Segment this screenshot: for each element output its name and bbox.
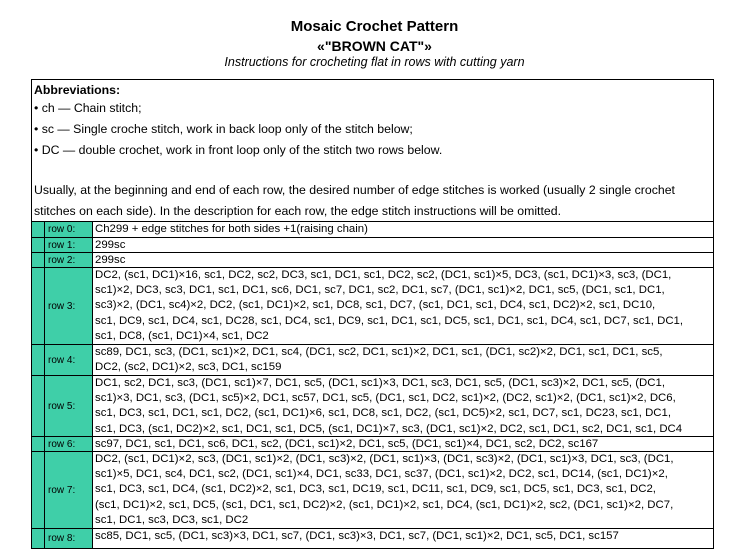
- instruction-line: DC2, (sc2, DC1)×2, sc3, DC1, sc159: [95, 361, 282, 374]
- table-row: [32, 252, 713, 267]
- row-color-tab: [32, 222, 45, 237]
- table-row: [32, 344, 713, 375]
- row-label: row 3:: [45, 268, 93, 344]
- abbreviations-heading: Abbreviations:: [34, 83, 121, 97]
- row-instructions: [94, 253, 713, 268]
- abbreviation-dc: • DC — double crochet, work in front loop only of the stitch two rows below.: [34, 143, 443, 157]
- row-label: row 2:: [45, 253, 93, 267]
- row-label: row 7:: [45, 452, 93, 528]
- pattern-description: Instructions for crocheting flat in rows with cutting yarn: [224, 55, 525, 69]
- row-instructions: [94, 452, 713, 528]
- row-instructions: [94, 437, 713, 452]
- row-color-tab: [32, 452, 45, 528]
- instruction-line: 299sc: [95, 254, 126, 266]
- instruction-line: sc1, DC3, (sc1, DC2)×2, sc1, DC1, sc1, DC5, (sc1, DC1)×7, sc3, (DC1, sc1)×2, DC2, sc1, DC1, sc2, DC1, sc1, DC4: [95, 422, 683, 435]
- instruction-line: sc1)×5, DC1, sc4, DC1, sc2, (DC1, sc1)×4, DC1, sc33, DC1, sc37, (DC1, sc1)×2, DC2, sc1, DC14, (sc1, DC1)×2,: [95, 468, 668, 481]
- edge-stitch-note-line: stitches on each side). In the description for each row, the edge stitch instructions will be omitted.: [34, 203, 561, 218]
- instruction-line: sc1, DC8, (sc1, DC1)×4, sc1, DC2: [95, 329, 269, 342]
- row-instructions: [94, 268, 713, 344]
- row-label: row 8:: [45, 529, 93, 548]
- instruction-line: 299sc: [95, 239, 126, 251]
- abbreviation-sc: • sc — Single croche stitch, work in back loop only of the stitch below;: [34, 122, 413, 136]
- row-color-tab: [32, 268, 45, 344]
- table-row: [32, 528, 713, 548]
- edge-stitch-note: [34, 180, 712, 221]
- instruction-line: sc1, DC1, sc3, DC3, sc1, DC2: [95, 513, 249, 526]
- instruction-line: sc1)×3, DC1, sc3, (DC1, sc5)×2, DC1, sc57, DC1, sc5, (DC1, sc1, DC2, sc1)×2, (DC2, sc1)×2, (DC1, sc1)×2, DC6,: [95, 392, 676, 405]
- row-label: row 4:: [45, 345, 93, 375]
- row-instructions: [94, 345, 713, 375]
- row-instructions: [94, 529, 713, 544]
- instruction-line: DC1, sc2, DC1, sc3, (DC1, sc1)×7, DC1, sc5, (DC1, sc1)×3, DC1, sc3, DC1, sc5, (DC1, sc3)×2, DC1, sc5, (DC1,: [95, 377, 666, 389]
- instruction-line: sc97, DC1, sc1, DC1, sc6, DC1, sc2, (DC1, sc1)×2, DC1, sc5, (DC1, sc1)×4, DC1, sc2, DC2, sc167: [95, 438, 599, 450]
- abbreviation-ch: • ch — Chain stitch;: [34, 101, 142, 115]
- instruction-line: DC2, (sc1, DC1)×2, sc3, (DC1, sc1)×2, (DC1, sc3)×2, (DC1, sc1)×3, (DC1, sc3)×2, (DC1, sc1)×3, DC1, sc3, (DC1,: [95, 453, 674, 465]
- instruction-line: sc1)×2, DC3, sc3, DC1, sc1, DC1, sc6, DC1, sc7, DC1, sc2, DC1, sc7, (DC1, sc1)×2, DC1, sc5, (DC1, sc1, DC1,: [95, 284, 665, 297]
- row-instructions: [94, 238, 713, 253]
- row-label: row 6:: [45, 437, 93, 451]
- table-row: [32, 221, 713, 237]
- row-instructions: [94, 222, 713, 237]
- pattern-table: [31, 79, 714, 549]
- instruction-line: sc85, DC1, sc5, (DC1, sc3)×3, DC1, sc7, (DC1, sc3)×3, DC1, sc7, (DC1, sc1)×2, DC1, sc5, DC1, sc157: [95, 530, 619, 542]
- table-row: [32, 375, 713, 436]
- row-label: row 5:: [45, 376, 93, 436]
- table-row: [32, 237, 713, 252]
- row-color-tab: [32, 345, 45, 375]
- page-title: Mosaic Crochet Pattern: [290, 18, 459, 35]
- row-instructions: [94, 376, 713, 437]
- row-color-tab: [32, 529, 45, 548]
- row-label: row 1:: [45, 238, 93, 252]
- row-color-tab: [32, 376, 45, 436]
- instruction-line: Ch299 + edge stitches for both sides +1(raising chain): [95, 223, 368, 235]
- pattern-name: «"BROWN CAT"»: [317, 38, 432, 54]
- row-color-tab: [32, 253, 45, 267]
- instruction-line: sc3)×2, (DC1, sc4)×2, DC2, (sc1, DC1)×2, sc1, DC8, sc1, DC7, (sc1, DC1, sc1, DC4, sc1, DC2)×2, sc1, DC10,: [95, 299, 656, 312]
- table-row: [32, 451, 713, 528]
- edge-stitch-note-line: Usually, at the beginning and end of each row, the desired number of edge stitches is worked (usually 2 single crochet: [34, 183, 675, 197]
- table-row: [32, 267, 713, 344]
- abbreviations-section: [32, 80, 713, 221]
- instruction-line: sc1, DC3, sc1, DC4, (sc1, DC2)×2, sc1, DC3, sc1, DC19, sc1, DC11, sc1, DC9, sc1, DC5, sc1, DC3, sc1, DC2,: [95, 483, 656, 496]
- instruction-line: (sc1, DC1)×2, sc1, DC5, (sc1, DC1, sc1, DC2)×2, (sc1, DC1)×2, sc1, DC4, (sc1, DC1)×2, sc2, (DC1, sc1)×2, DC7,: [95, 498, 674, 511]
- instruction-line: sc1, DC3, sc1, DC1, sc1, DC2, (sc1, DC1)×6, sc1, DC8, sc1, DC2, (sc1, DC5)×2, sc1, DC7, sc1, DC23, sc1, DC1,: [95, 407, 672, 420]
- instruction-line: sc89, DC1, sc3, (DC1, sc1)×2, DC1, sc4, (DC1, sc2, DC1, sc1)×2, DC1, sc1, (DC1, sc2)×2, DC1, sc1, DC1, sc5,: [95, 346, 663, 358]
- row-color-tab: [32, 238, 45, 252]
- instruction-line: DC2, (sc1, DC1)×16, sc1, DC2, sc2, DC3, sc1, DC1, sc1, DC2, sc2, (DC1, sc1)×5, DC3, (sc1, DC1)×3, sc3, (DC1,: [95, 269, 672, 281]
- table-row: [32, 436, 713, 451]
- instruction-line: sc1, DC9, sc1, DC4, sc1, DC28, sc1, DC4, sc1, DC9, sc1, DC1, sc1, DC5, sc1, DC1, sc1, DC4, sc1, DC7, sc1, DC1,: [95, 314, 684, 327]
- row-color-tab: [32, 437, 45, 451]
- row-label: row 0:: [45, 222, 93, 237]
